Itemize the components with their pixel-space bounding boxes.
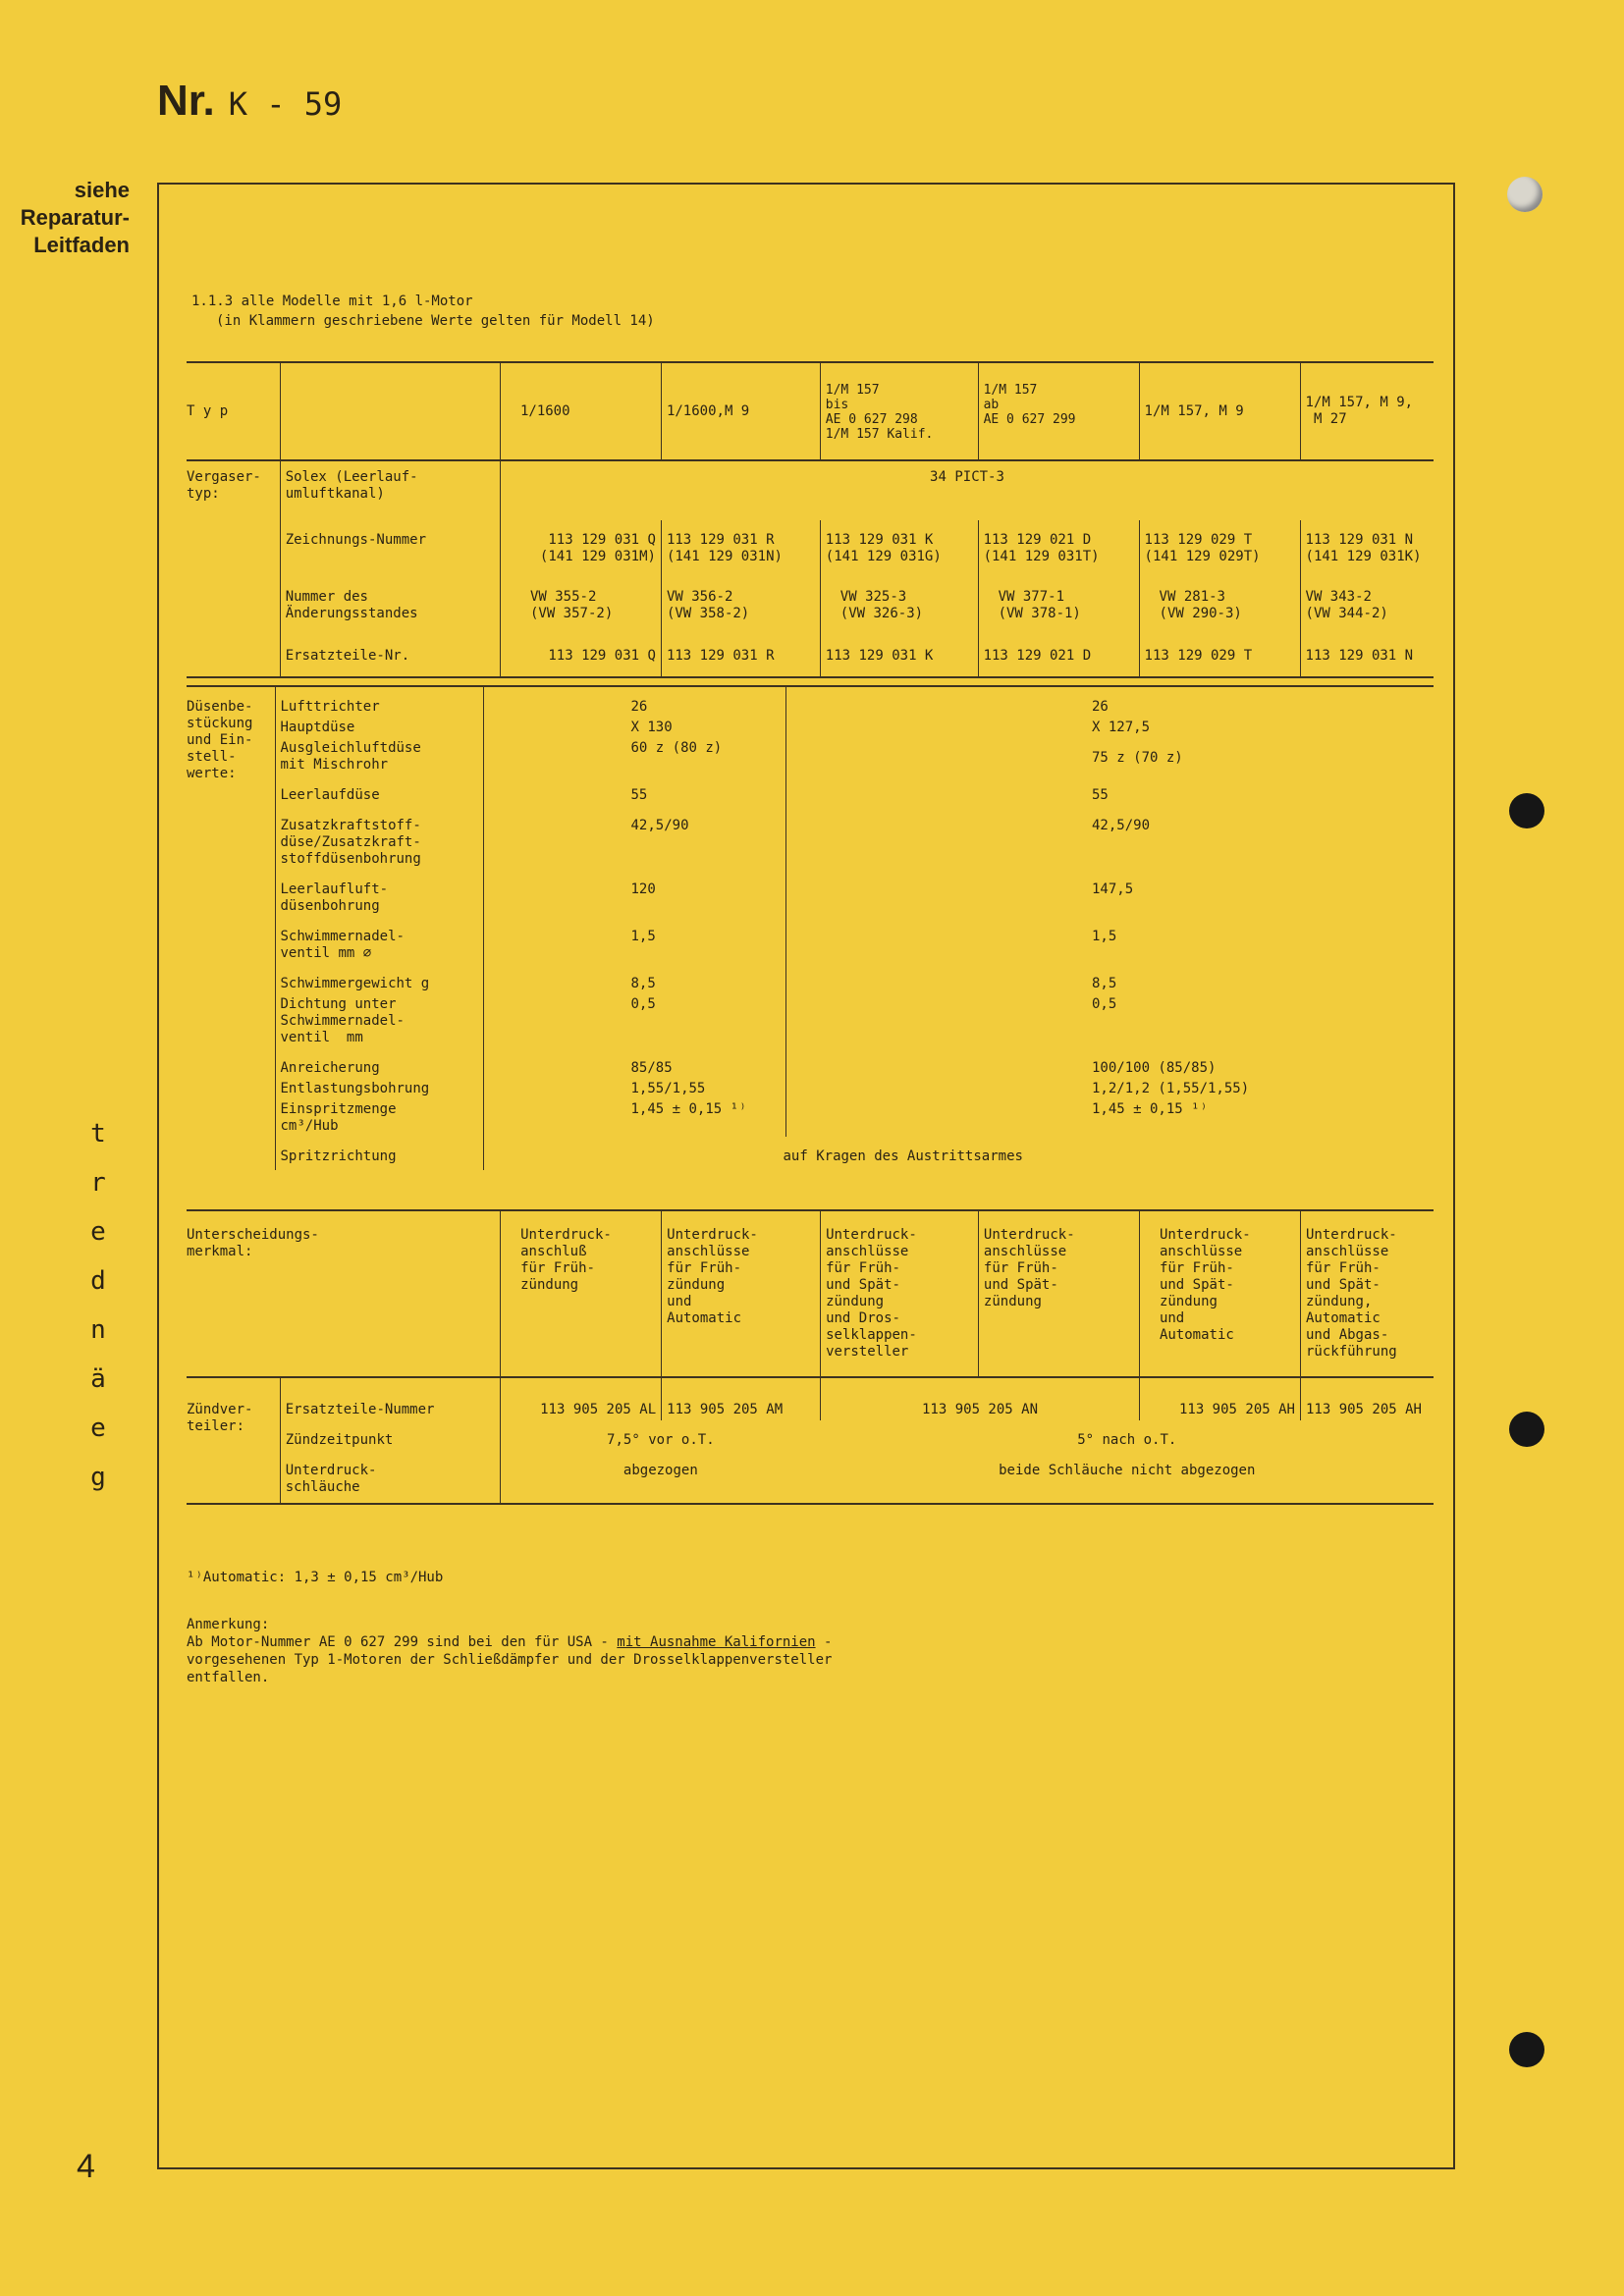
zeichnung-value: 113 129 021 D (141 129 031T) — [978, 520, 1139, 581]
duesen-gap — [785, 1099, 935, 1137]
side-note-line: siehe — [74, 178, 130, 202]
remark-underlined: mit Ausnahme Kalifornien — [617, 1634, 816, 1650]
remark-line: entfallen. — [187, 1670, 270, 1685]
zuend-zeit-left: 7,5° vor o.T. — [607, 1432, 715, 1448]
duesen-left-value: 8,5 — [483, 964, 785, 994]
duesen-row-label: Leerlaufluft- düsenbohrung — [275, 870, 483, 917]
punch-hole — [1509, 793, 1544, 828]
punch-hole — [1507, 177, 1543, 212]
typ-row — [187, 362, 1434, 460]
nr-value: K - 59 — [228, 85, 343, 123]
zuend-ersatz-value: 113 905 205 AH — [1139, 1377, 1300, 1420]
duesen-gap — [785, 870, 935, 917]
duesen-row — [187, 870, 1434, 917]
duesen-right-value: 1,2/1,2 (1,55/1,55) — [1092, 1081, 1250, 1096]
duesen-row-label: Hauptdüse — [275, 718, 483, 738]
duesen-left-value: 120 — [483, 870, 785, 917]
duesen-gap — [785, 1048, 935, 1079]
stamp-letter: n — [90, 1315, 106, 1345]
remark-line — [187, 1633, 1365, 1651]
vergaser-row-label: Zeichnungs-Nummer — [280, 520, 500, 581]
duesen-row — [187, 686, 1434, 718]
zeichnung-value: 113 129 031 Q (141 129 031M) — [500, 520, 661, 581]
zuend-schlauch-right: beide Schläuche nicht abgezogen — [999, 1463, 1256, 1478]
duesen-right-value: 1,45 ± 0,15 ¹⁾ — [1092, 1101, 1209, 1117]
unterscheidung-value: Unterdruck- anschlüsse für Früh- und Spät- zündung — [978, 1210, 1139, 1377]
duesen-row — [187, 1048, 1434, 1079]
spritz-row — [187, 1137, 1434, 1170]
duesen-gap — [785, 738, 935, 775]
duesen-right-value: 42,5/90 — [1092, 818, 1151, 833]
ersatzteile-value: 113 129 021 D — [978, 638, 1139, 677]
duesen-right-value: 8,5 — [1092, 976, 1117, 991]
distributor-table — [187, 1209, 1434, 1505]
typ-spacer — [280, 362, 500, 460]
aenderung-value: VW 343-2 (VW 344-2) — [1305, 589, 1388, 621]
duesen-left-value: 1,55/1,55 — [483, 1079, 785, 1099]
duesen-right-value: X 127,5 — [1092, 720, 1151, 735]
duesen-left-value: 42,5/90 — [483, 806, 785, 870]
duesen-gap — [785, 917, 935, 964]
duesen-right-value: 55 — [1092, 787, 1109, 803]
duesen-right-value: 1,5 — [1092, 929, 1117, 944]
duesen-right-value: 26 — [1092, 699, 1109, 715]
duesen-right-value: 100/100 (85/85) — [1092, 1060, 1217, 1076]
spritz-value: auf Kragen des Austrittsarmes — [783, 1148, 1023, 1164]
remark-title: Anmerkung: — [187, 1617, 270, 1632]
unterscheidung-value: Unterdruck- anschlüsse für Früh- zündung und Automatic — [662, 1210, 821, 1377]
unterscheidung-value: Unterdruck- anschluß für Früh- zündung — [501, 1210, 662, 1377]
zuend-zeit-label: Zündzeitpunkt — [280, 1420, 500, 1451]
zuend-ersatz-value: 113 905 205 AM — [662, 1377, 821, 1420]
unterscheidung-row — [187, 1210, 1434, 1377]
zuend-label: Zündver- teiler: — [187, 1377, 280, 1504]
notes — [187, 1569, 1365, 1686]
footnote: ¹⁾Automatic: 1,3 ± 0,15 cm³/Hub — [187, 1570, 444, 1585]
stamp-letter: e — [90, 1414, 106, 1443]
vergaser-row-label: Solex (Leerlauf- umluftkanal) — [280, 460, 500, 520]
typ-col: 1/M 157 ab AE 0 627 299 — [978, 362, 1139, 460]
stamp-letter: e — [90, 1217, 106, 1247]
vergaser-label: Vergaser- typ: — [187, 460, 280, 677]
stamp-letter: ä — [90, 1364, 106, 1394]
ersatzteile-value: 113 129 031 N — [1305, 648, 1414, 664]
duesen-row-label: Entlastungsbohrung — [275, 1079, 483, 1099]
zeichnung-value: 113 129 029 T (141 129 029T) — [1139, 520, 1300, 581]
duesen-row — [187, 806, 1434, 870]
document-number — [157, 77, 342, 126]
zuend-zeit-right: 5° nach o.T. — [1077, 1432, 1177, 1448]
remark-text: Ab Motor-Nummer AE 0 627 299 sind bei den für USA - — [187, 1634, 618, 1650]
duesen-gap — [785, 964, 935, 994]
duesen-row — [187, 775, 1434, 806]
duesen-row-label: Schwimmergewicht g — [275, 964, 483, 994]
aenderung-value: VW 377-1 (VW 378-1) — [978, 581, 1139, 638]
typ-col: 1/1600 — [500, 362, 661, 460]
duesen-gap — [785, 806, 935, 870]
duesen-left-value: 1,5 — [483, 917, 785, 964]
zuend-schlauch-label: Unterdruck- schläuche — [280, 1451, 500, 1504]
duesen-label: Düsenbe- stückung und Ein- stell- werte: — [187, 686, 275, 1170]
ersatzteile-row — [187, 638, 1434, 677]
duesen-gap — [785, 994, 935, 1048]
duesen-left-value: 1,45 ± 0,15 ¹⁾ — [483, 1099, 785, 1137]
duesen-row-label: Einspritzmenge cm³/Hub — [275, 1099, 483, 1137]
zuend-ersatz-label: Ersatzteile-Nummer — [280, 1377, 500, 1420]
ersatzteile-value: 113 129 029 T — [1139, 638, 1300, 677]
aenderung-value: VW 355-2 (VW 357-2) — [500, 581, 661, 638]
duesen-left-value: X 130 — [483, 718, 785, 738]
unterscheidung-value: Unterdruck- anschlüsse für Früh- und Spät- zündung und Dros- selklappen- versteller — [821, 1210, 979, 1377]
aenderung-value: VW 356-2 (VW 358-2) — [661, 581, 820, 638]
side-note-line: Leitfaden — [33, 233, 130, 257]
duesen-row-label: Dichtung unter Schwimmernadel- ventil mm — [275, 994, 483, 1048]
duesen-left-value: 85/85 — [483, 1048, 785, 1079]
section-title: 1.1.3 alle Modelle mit 1,6 l-Motor — [191, 294, 473, 309]
unterscheidung-label: Unterscheidungs- merkmal: — [187, 1210, 501, 1377]
ersatzteile-value: 113 129 031 R — [661, 638, 820, 677]
ersatzteile-value: 113 129 031 K — [820, 638, 978, 677]
typ-col: 1/M 157, M 9, M 27 — [1305, 395, 1414, 427]
duesen-left-value: 26 — [483, 686, 785, 718]
unterscheidung-value: Unterdruck- anschlüsse für Früh- und Spät- zündung, Automatic und Abgas- rückführung — [1305, 1227, 1397, 1360]
duesen-table — [187, 685, 1434, 1170]
punch-hole — [1509, 1412, 1544, 1447]
duesen-right-value: 147,5 — [1092, 881, 1134, 897]
aenderung-value: VW 325-3 (VW 326-3) — [820, 581, 978, 638]
duesen-row — [187, 738, 1434, 775]
zuend-ersatz-value: 113 905 205 AN — [821, 1377, 1140, 1420]
duesen-row — [187, 994, 1434, 1048]
side-note-line: Reparatur- — [20, 205, 130, 230]
duesen-left-value: 55 — [483, 775, 785, 806]
duesen-row — [187, 1079, 1434, 1099]
duesen-gap — [785, 718, 935, 738]
duesen-left-value: 0,5 — [483, 994, 785, 1048]
zuend-ersatz-row — [187, 1377, 1434, 1420]
nr-label: Nr. — [157, 77, 215, 125]
stamp-letter: r — [90, 1168, 106, 1198]
remark-text: - — [815, 1634, 833, 1650]
zuend-schlauch-left: abgezogen — [623, 1463, 698, 1478]
duesen-row — [187, 964, 1434, 994]
typ-col: 1/M 157, M 9 — [1139, 362, 1300, 460]
punch-hole — [1509, 2032, 1544, 2067]
zuend-schlauch-row — [187, 1451, 1434, 1504]
page-number: 4 — [77, 2148, 95, 2185]
carburetor-spec-table — [187, 361, 1434, 678]
zuend-ersatz-value: 113 905 205 AL — [501, 1377, 662, 1420]
duesen-row-label: Schwimmernadel- ventil mm ∅ — [275, 917, 483, 964]
spritz-label: Spritzrichtung — [275, 1137, 483, 1170]
duesen-gap — [785, 686, 935, 718]
zeichnung-value: 113 129 031 K (141 129 031G) — [820, 520, 978, 581]
remark-line: vorgesehenen Typ 1-Motoren der Schließdämpfer und der Drosselklappenversteller — [187, 1652, 833, 1668]
side-note — [0, 177, 130, 259]
aenderung-row — [187, 581, 1434, 638]
typ-col: 1/1600,M 9 — [661, 362, 820, 460]
typ-col: 1/M 157 bis AE 0 627 298 1/M 157 Kalif. — [820, 362, 978, 460]
section-subtitle: (in Klammern geschriebene Werte gelten für Modell 14) — [216, 313, 655, 329]
duesen-right-value: 0,5 — [1092, 996, 1117, 1012]
vergaser-row-label: Ersatzteile-Nr. — [280, 638, 500, 677]
typ-label: T y p — [187, 362, 280, 460]
stamp-letter: t — [90, 1119, 106, 1148]
duesen-row — [187, 1099, 1434, 1137]
vergaser-row-label: Nummer des Änderungsstandes — [280, 581, 500, 638]
vergaser-type-value: 34 PICT-3 — [500, 460, 1434, 520]
zeichnung-value: 113 129 031 N (141 129 031K) — [1305, 532, 1422, 564]
duesen-row-label: Leerlaufdüse — [275, 775, 483, 806]
duesen-right-value: 75 z (70 z) — [1092, 750, 1183, 766]
aenderung-value: VW 281-3 (VW 290-3) — [1139, 581, 1300, 638]
geaendert-stamp — [79, 1119, 118, 1512]
duesen-gap — [785, 1079, 935, 1099]
zeichnung-value: 113 129 031 R (141 129 031N) — [661, 520, 820, 581]
duesen-row-label: Anreicherung — [275, 1048, 483, 1079]
duesen-body — [187, 686, 1434, 1170]
zuend-zeit-row — [187, 1420, 1434, 1451]
zeichnung-row — [187, 520, 1434, 581]
duesen-row — [187, 917, 1434, 964]
duesen-row-label: Ausgleichluftdüse mit Mischrohr — [275, 738, 483, 775]
unterscheidung-value: Unterdruck- anschlüsse für Früh- und Spät- zündung und Automatic — [1139, 1210, 1300, 1377]
duesen-row — [187, 718, 1434, 738]
zuend-ersatz-value: 113 905 205 AH — [1300, 1377, 1434, 1420]
duesen-row-label: Lufttrichter — [275, 686, 483, 718]
stamp-letter: g — [90, 1463, 106, 1492]
ersatzteile-value: 113 129 031 Q — [500, 638, 661, 677]
vergaser-row — [187, 460, 1434, 520]
duesen-row-label: Zusatzkraftstoff- düse/Zusatzkraft- stoffdüsenbohrung — [275, 806, 483, 870]
duesen-gap — [785, 775, 935, 806]
duesen-left-value: 60 z (80 z) — [483, 738, 785, 775]
stamp-letter: d — [90, 1266, 106, 1296]
